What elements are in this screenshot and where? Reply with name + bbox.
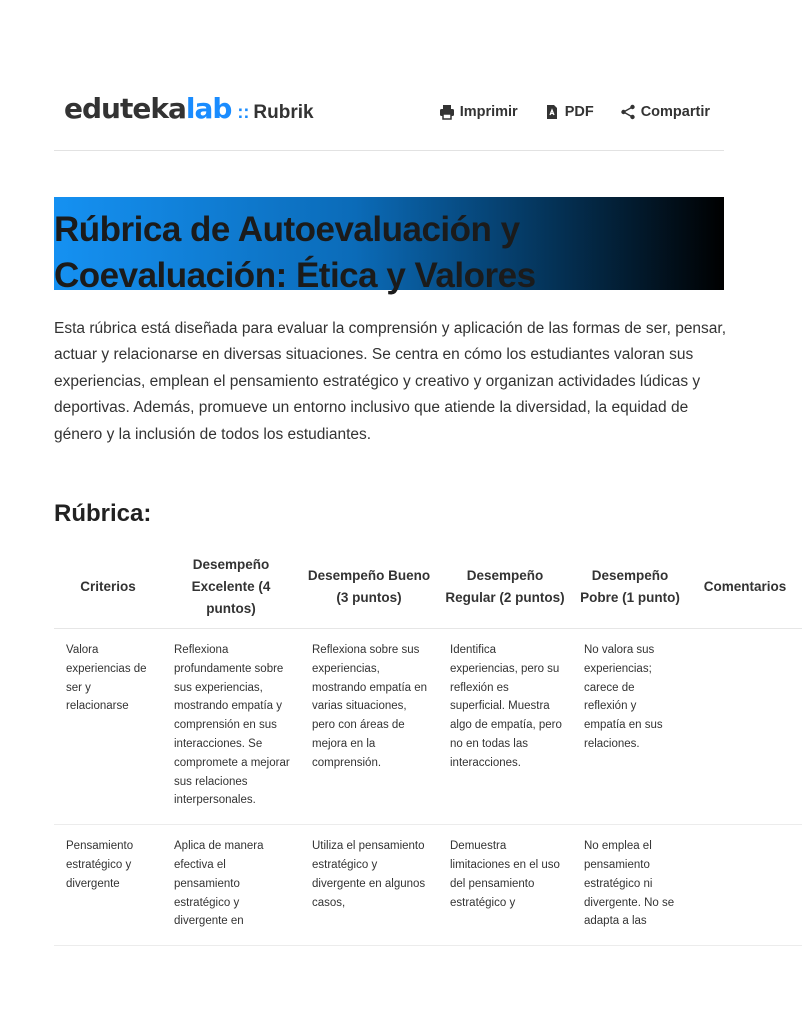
cell-criterion: Valora experiencias de ser y relacionarse bbox=[54, 629, 162, 825]
printer-icon bbox=[439, 104, 455, 120]
cell-comentarios bbox=[688, 825, 802, 946]
header-excelente: Desempeño Excelente (4 puntos) bbox=[162, 546, 300, 629]
cell-pobre: No valora sus experiencias; carece de reflexión y empatía en sus relaciones. bbox=[572, 629, 688, 825]
cell-comentarios bbox=[688, 629, 802, 825]
cell-regular: Demuestra limitaciones en el uso del pensamiento estratégico y bbox=[438, 825, 572, 946]
cell-excelente: Aplica de manera efectiva el pensamiento estratégico y divergente en bbox=[162, 825, 300, 946]
intro-paragraph: Esta rúbrica está diseñada para evaluar la comprensión y aplicación de las formas de ser, pensar, actuar y relacionarse en diversas situaciones. Se centra en cómo los estudiantes valoran sus experiencias, emplean el pensamiento estratégico y creativo y organizan actividades lúdicas y deportivas. Además, promueve un entorno inclusivo que atiende la diversidad, la equidad de género y la inclusión de todos los estudiantes. bbox=[54, 320, 727, 443]
table-row bbox=[54, 825, 802, 946]
share-icon bbox=[620, 104, 636, 120]
table-row bbox=[54, 629, 802, 825]
logo-product-name: Rubrik bbox=[253, 102, 314, 123]
header-criterios: Criterios bbox=[54, 546, 162, 629]
table-header-row bbox=[54, 546, 802, 629]
rubric-table bbox=[54, 546, 802, 946]
logo-text-eduteka: eduteka bbox=[64, 92, 186, 125]
header-bueno: Desempeño Bueno (3 puntos) bbox=[300, 546, 438, 629]
hero-banner bbox=[54, 197, 724, 295]
pdf-button[interactable] bbox=[544, 104, 594, 120]
header-comentarios: Comentarios bbox=[688, 546, 802, 629]
cell-criterion: Pensamiento estratégico y divergente bbox=[54, 825, 162, 946]
page-title: Rúbrica de Autoevaluación y Coevaluación: Ética y Valores bbox=[54, 210, 536, 295]
header-actions bbox=[439, 104, 710, 120]
header-regular: Desempeño Regular (2 puntos) bbox=[438, 546, 572, 629]
cell-bueno: Utiliza el pensamiento estratégico y divergente en algunos casos, bbox=[300, 825, 438, 946]
share-button[interactable] bbox=[620, 104, 710, 120]
header-pobre: Desempeño Pobre (1 punto) bbox=[572, 546, 688, 629]
rubric-table-container[interactable] bbox=[54, 546, 787, 946]
share-button-label: Compartir bbox=[640, 104, 710, 120]
site-header bbox=[54, 86, 724, 151]
logo[interactable] bbox=[64, 92, 314, 125]
print-button-label: Imprimir bbox=[459, 104, 518, 120]
cell-pobre: No emplea el pensamiento estratégico ni divergente. No se adapta a las bbox=[572, 825, 688, 946]
logo-text-lab: lab bbox=[185, 92, 232, 125]
logo-separator: :: bbox=[237, 102, 250, 122]
print-button[interactable] bbox=[439, 104, 518, 120]
cell-bueno: Reflexiona sobre sus experiencias, mostrando empatía en varias situaciones, pero con áreas de mejora en la comprensión. bbox=[300, 629, 438, 825]
cell-regular: Identifica experiencias, pero su reflexión es superficial. Muestra algo de empatía, pero no en todas las interacciones. bbox=[438, 629, 572, 825]
pdf-icon bbox=[544, 104, 560, 120]
rubric-section-title: Rúbrica: bbox=[54, 500, 152, 527]
cell-excelente: Reflexiona profundamente sobre sus experiencias, mostrando empatía y comprensión en sus interacciones. Se compromete a mejorar sus relaciones interpersonales. bbox=[162, 629, 300, 825]
pdf-button-label: PDF bbox=[564, 104, 594, 120]
